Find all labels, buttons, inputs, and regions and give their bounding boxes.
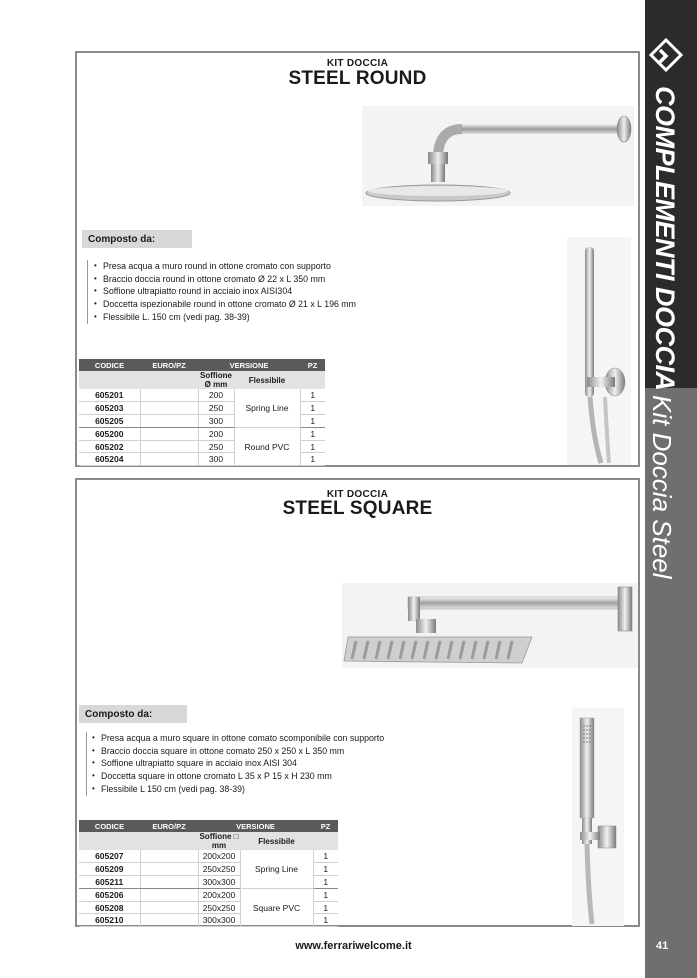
col-pz: PZ [313, 820, 338, 832]
round-shower-head-image [362, 106, 634, 206]
cell-soffione: 300x300 [198, 914, 240, 927]
cell-euro [140, 850, 198, 863]
product-panel-steel-square [75, 478, 640, 927]
cell-codice: 605208 [79, 901, 140, 914]
list-item: • Presa acqua a muro round in ottone cromato con supporto [94, 260, 356, 273]
cell-codice: 605204 [79, 453, 140, 466]
col-soffione: Soffione Ø mm [200, 371, 232, 389]
cell-pz: 1 [300, 402, 325, 415]
col-versione: VERSIONE [198, 359, 300, 371]
cell-pz: 1 [313, 901, 338, 914]
product-panel-steel-round [75, 51, 640, 467]
list-item: • Flessibile L 150 cm (vedi pag. 38-39) [92, 783, 384, 796]
cell-euro [140, 453, 198, 466]
composition-label: Composto da: [82, 230, 192, 248]
list-item: • Flessibile L. 150 cm (vedi pag. 38-39) [94, 311, 356, 324]
cell-soffione: 250 [198, 440, 234, 453]
cell-euro [140, 914, 198, 927]
cell-soffione: 300 [198, 453, 234, 466]
price-table [79, 359, 325, 466]
cell-soffione: 300x300 [198, 876, 240, 889]
col-flessibile: Flessibile [234, 371, 300, 389]
brand-logo-icon [649, 38, 683, 72]
cell-codice: 605202 [79, 440, 140, 453]
cell-pz: 1 [300, 427, 325, 440]
list-item: • Soffione ultrapiatto square in acciaio inox AISI 304 [92, 757, 384, 770]
cell-codice: 605201 [79, 389, 140, 402]
product-title: STEEL ROUND [288, 68, 427, 89]
col-flessibile: Flessibile [240, 832, 313, 850]
cell-codice: 605203 [79, 402, 140, 415]
table-row [79, 850, 338, 863]
footer-website: www.ferrariwelcome.it [295, 940, 412, 952]
cell-flessibile: Spring Line [240, 850, 313, 888]
list-item: • Doccetta square in ottone cromato L 35 x P 15 x H 230 mm [92, 770, 384, 783]
col-euro: EURO/PZ [140, 359, 198, 371]
kit-label: KIT DOCCIA [326, 489, 389, 500]
product-title: STEEL SQUARE [282, 498, 433, 519]
square-shower-head-image [342, 583, 638, 668]
table-row [79, 389, 325, 402]
cell-euro [140, 427, 198, 440]
cell-flessibile: Spring Line [234, 389, 300, 427]
col-codice: CODICE [79, 359, 140, 371]
price-table [79, 820, 338, 927]
composition-list [86, 732, 384, 796]
cell-euro [140, 402, 198, 415]
cell-pz: 1 [300, 453, 325, 466]
col-codice: CODICE [79, 820, 140, 832]
cell-soffione: 200 [198, 389, 234, 402]
sidebar-category-title: COMPLEMENTI DOCCIA [650, 86, 680, 391]
table-row [79, 888, 338, 901]
cell-codice: 605207 [79, 850, 140, 863]
cell-pz: 1 [300, 389, 325, 402]
cell-pz: 1 [300, 440, 325, 453]
cell-euro [140, 863, 198, 876]
list-item: • Braccio doccia round in ottone cromato Ø 22 x L 350 mm [94, 273, 356, 286]
cell-pz: 1 [300, 415, 325, 428]
cell-soffione: 250x250 [198, 901, 240, 914]
cell-euro [140, 888, 198, 901]
cell-euro [140, 440, 198, 453]
composition-list [87, 260, 356, 324]
cell-soffione: 200x200 [198, 888, 240, 901]
cell-codice: 605210 [79, 914, 140, 927]
cell-soffione: 200 [198, 427, 234, 440]
list-item: • Presa acqua a muro square in ottone comato scomponibile con supporto [92, 732, 384, 745]
cell-euro [140, 901, 198, 914]
col-versione: VERSIONE [198, 820, 313, 832]
cell-codice: 605209 [79, 863, 140, 876]
cell-pz: 1 [313, 863, 338, 876]
cell-pz: 1 [313, 876, 338, 889]
cell-flessibile: Square PVC [240, 888, 313, 926]
square-hand-shower-image [572, 708, 624, 926]
table-row [79, 427, 325, 440]
cell-flessibile: Round PVC [234, 427, 300, 465]
composition-label: Composto da: [79, 705, 187, 723]
list-item: • Doccetta ispezionabile round in ottone cromato Ø 21 x L 196 mm [94, 298, 356, 311]
cell-euro [140, 389, 198, 402]
cell-codice: 605200 [79, 427, 140, 440]
cell-pz: 1 [313, 850, 338, 863]
cell-soffione: 300 [198, 415, 234, 428]
list-item: • Soffione ultrapiatto round in acciaio inox AISI304 [94, 285, 356, 298]
cell-codice: 605205 [79, 415, 140, 428]
cell-soffione: 200x200 [198, 850, 240, 863]
col-euro: EURO/PZ [140, 820, 198, 832]
cell-codice: 605206 [79, 888, 140, 901]
cell-euro [140, 876, 198, 889]
list-item: • Braccio doccia square in ottone comato 250 x 250 x L 350 mm [92, 745, 384, 758]
cell-soffione: 250 [198, 402, 234, 415]
page-number: 41 [656, 940, 669, 952]
cell-pz: 1 [313, 888, 338, 901]
col-pz: PZ [300, 359, 325, 371]
cell-euro [140, 415, 198, 428]
col-soffione: Soffione □ mm [199, 832, 239, 850]
cell-codice: 605211 [79, 876, 140, 889]
round-hand-shower-image [567, 237, 631, 465]
cell-soffione: 250x250 [198, 863, 240, 876]
kit-label: KIT DOCCIA [326, 58, 389, 69]
cell-pz: 1 [313, 914, 338, 927]
sidebar-subcategory-title: Kit Doccia Steel [647, 395, 677, 579]
